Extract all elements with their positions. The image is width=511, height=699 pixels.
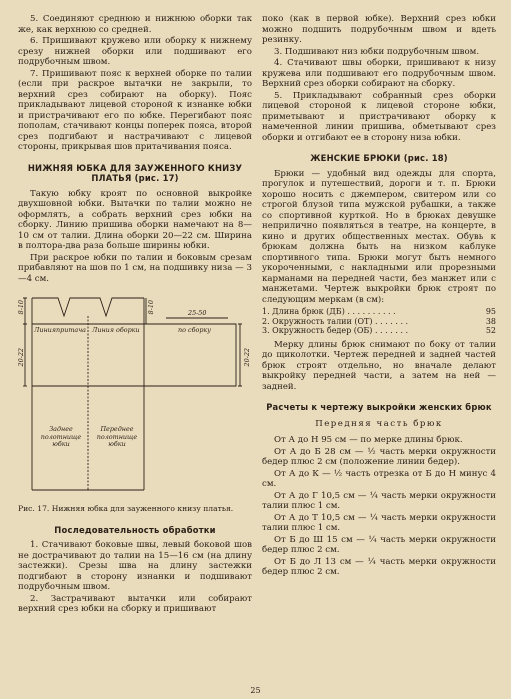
line-label: оборки (116, 326, 140, 334)
calc-line: От А до Г 10,5 см — ¼ часть мерки окружности талии плюс 1 см. (262, 490, 496, 511)
section-heading: Расчеты к чертежу выкройки женских брюк (266, 402, 492, 412)
measurements-table (262, 307, 496, 336)
paragraph: Брюки — удобный вид одежды для спорта, прогулок и путешествий, дороги и т. п. Брюки хорошо носить с джемпером, свитером или со строгой блузой типа мужской рубашки, а также со спортивной курткой. Но в брюках девушке неприлично появляться в театре, на концерте, в кино и других общественных местах. Обувь к брюкам должна быть на низком каблуке спортивного типа. Брюки могут быть немного укороченными, с накладными или прорезными карманами на передней части, без манжет или с манжетами. Чертеж выкройки брюк строят по следующим меркам (в см): (262, 168, 496, 305)
right-column (262, 14, 496, 579)
skirt-pattern-drawing (18, 290, 252, 500)
dim-label: 8-10 (17, 300, 25, 315)
paragraph: 1. Стачивают боковые швы, левый боковой шов не дострачивают до талии на 15—16 см (на длину застежки). Срезы шва на длину застежки подгибают в сторону изнанки и подшивают подрубочным швом. (18, 540, 252, 592)
calc-line: От Б до Ш 15 см — ¼ часть мерки окружности бедер плюс 2 см. (262, 534, 496, 555)
paragraph: 3. Подшивают низ юбки подрубочным швом. (274, 46, 480, 57)
paragraph: 6. Пришивают кружево или оборку к нижнему срезу нижней оборки или подшивают его подрубочным швом. (18, 36, 252, 67)
section-heading: ЖЕНСКИЕ БРЮКИ (рис. 18) (310, 153, 448, 163)
calc-line: От А до Т 10,5 см — ¼ часть мерки окружности талии плюс 1 см. (262, 512, 496, 533)
calc-line: От А до Н 95 см — по мерке длины брюк. (274, 435, 463, 445)
dim-label: 20-22 (17, 348, 25, 367)
measurement-label: 1. Длина брюк (ДБ) . . . . . . . . . . (262, 307, 396, 316)
paragraph: При раскрое юбки по талии и боковым срезам прибавляют на шов по 1 см, на подшивку низа — 3—4 см. (18, 252, 252, 284)
paragraph: поко (как в первой юбке). Верхний срез юбки можно подшить подрубочным швом и вдеть резинку. (262, 14, 496, 45)
figure-caption: Рис. 17. Нижняя юбка для зауженного книзу платья. (18, 504, 234, 513)
left-column (18, 14, 252, 616)
measurement-value: 52 (485, 326, 496, 335)
measurement-label: 2. Окружность талии (ОТ) . . . . . . . (262, 316, 409, 326)
panel-label-back: Заднее полотнище юбки (40, 425, 82, 448)
measurement-row (262, 317, 496, 327)
calc-line: От Б до Л 13 см — ¼ часть мерки окружности бедер плюс 2 см. (262, 556, 496, 577)
line-label: Линия (34, 326, 57, 334)
line-label: Линия (92, 326, 115, 334)
measurement-row (262, 307, 496, 317)
paragraph: 5. Соединяют среднюю и нижнюю оборки так же, как верхнюю со средней. (18, 14, 252, 35)
measurement-label: 3. Окружность бедер (ОБ) . . . . . . . (262, 326, 409, 335)
line-label: по сборку (178, 326, 211, 334)
dim-label: 25-50 (188, 309, 207, 317)
panel-label-front: Переднее полотнище юбки (96, 425, 138, 448)
line-label: притача (56, 326, 86, 334)
paragraph: Такую юбку кроят по основной выкройке двухшовной юбки. Вытачки по талии можно не оформлять, а собрать верхний срез юбки на сборку. Линию пришива оборки намечают на 8—10 см от талии. Длина оборки 20—22 см. Ширина в полтора-два раза больше ширины юбки. (18, 188, 252, 251)
figure-17-pattern (18, 290, 252, 500)
section-heading: Последовательность обработки (54, 524, 216, 535)
page-number: 25 (250, 686, 261, 695)
paragraph: 4. Стачивают швы оборки, пришивают к низу кружева или подшивают его подрубочным швом. Верхний срез оборки собирают на сборку. (262, 58, 496, 89)
calc-line: От А до К — ½ часть отрезка от Б до Н минус 4 см. (262, 468, 496, 489)
measurement-value: 38 (485, 316, 496, 326)
paragraph: Мерку длины брюк снимают по боку от талии до щиколотки. Чертеж передней и задней частей брюк строят отдельно, но вначале делают выкройку передней части, а затем на ней — задней. (262, 339, 496, 392)
calc-line: От А до Б 28 см — ½ часть мерки окружности бедер плюс 2 см (положение линии бедер). (262, 446, 496, 467)
dim-label: 8-10 (147, 300, 155, 315)
paragraph: 7. Пришивают пояс к верхней оборке по талии (если при раскрое вытачки не закрыли, то верхний срез собирают на оборку). Пояс прикладывают лицевой стороной к изнанке юбки и пристрачивают его по юбке. Перегибают пояс пополам, стачивают концы поперек пояса, второй срез подгибают и настрачивают с лицевой стороны, прикрывая шов притачивания пояса. (18, 68, 252, 152)
paragraph: 2. Застрачивают вытачки или собирают верхний срез юбки на сборку и пришивают (18, 593, 252, 614)
dim-label: 20-22 (243, 348, 251, 367)
paragraph: 5. Прикладывают собранный срез оборки лицевой стороной к лицевой стороне юбки, приметывают и пристрачивают оборку к намеченной линии пришива, обметывают срез оборки и отгибают ее в сторону низа юбки. (262, 90, 496, 143)
section-heading: НИЖНЯЯ ЮБКА ДЛЯ ЗАУЖЕННОГО КНИЗУ ПЛАТЬЯ (рис. 17) (27, 162, 243, 183)
measurement-value: 95 (485, 307, 496, 316)
subsection-heading: Передняя часть брюк (315, 418, 443, 429)
measurement-row (262, 326, 496, 336)
